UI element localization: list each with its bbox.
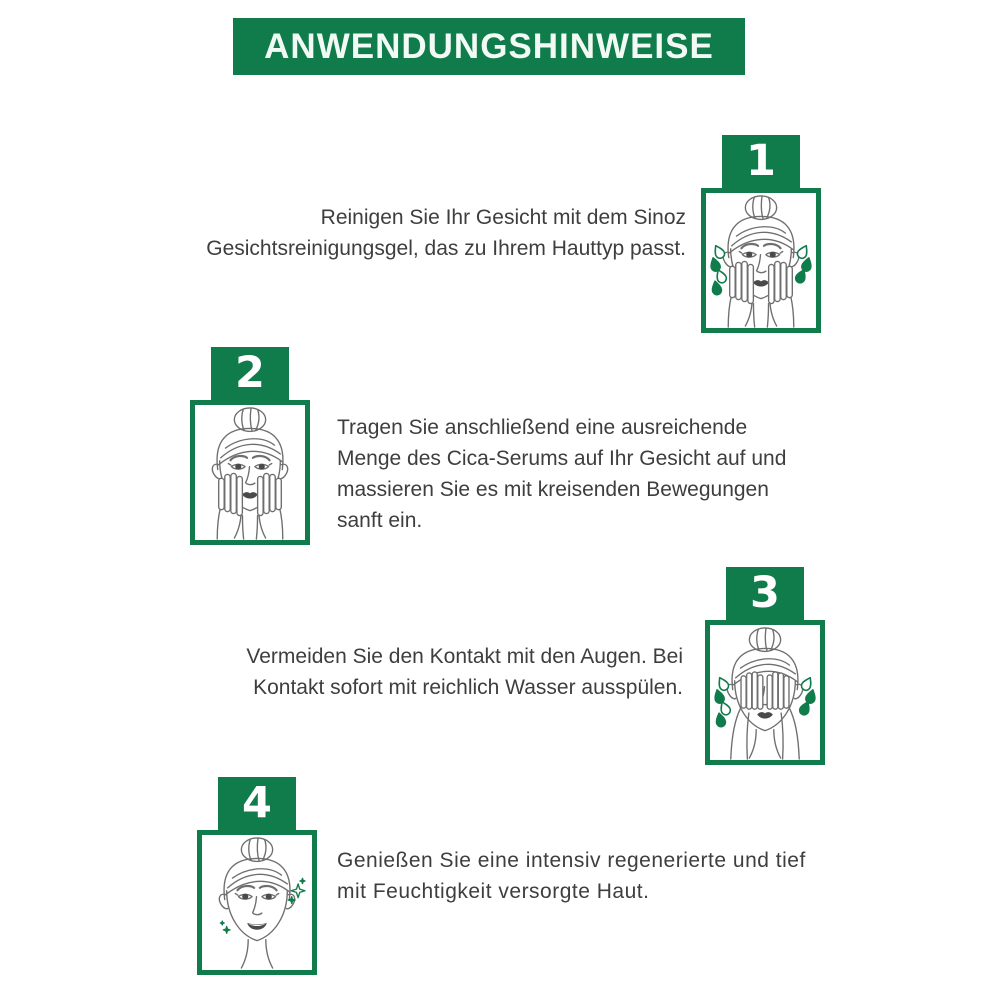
step-2-number: 2 [235, 348, 265, 398]
step-3-illustration-box [705, 620, 825, 765]
step-1-number-badge [722, 135, 800, 188]
step-1-figure [701, 135, 821, 333]
face-eyes-covered-droplets-icon [710, 625, 820, 760]
page-title: ANWENDUNGSHINWEISE [264, 26, 714, 66]
step-4-figure [197, 777, 317, 975]
face-radiant-sparkles-icon [202, 835, 312, 970]
step-2-number-badge [211, 347, 289, 400]
step-1-number: 1 [746, 136, 776, 186]
step-4-illustration-box [197, 830, 317, 975]
step-1-illustration-box [701, 188, 821, 333]
step-4-text: Genießen Sie eine intensiv regenerierte und tief mit Feuchtigkeit versorgte Haut. [337, 849, 806, 903]
step-3-number: 3 [750, 568, 780, 618]
step-4-number-badge [218, 777, 296, 830]
step-3-text: Vermeiden Sie den Kontakt mit den Augen. Bei Kontakt sofort mit reichlich Wasser ausspülen. [246, 645, 683, 699]
title-banner [233, 18, 745, 75]
face-massaging-hands-icon [195, 405, 305, 540]
step-3-figure [705, 567, 825, 765]
step-4-number: 4 [242, 778, 272, 828]
face-cleansing-droplets-icon [706, 193, 816, 328]
step-2-figure [190, 347, 310, 545]
step-3-number-badge [726, 567, 804, 620]
step-2-illustration-box [190, 400, 310, 545]
step-1-text: Reinigen Sie Ihr Gesicht mit dem Sinoz Gesichtsreinigungsgel, das zu Ihrem Hauttyp passt. [206, 206, 686, 260]
step-2-text: Tragen Sie anschließend eine ausreichende Menge des Cica-Serums auf Ihr Gesicht auf und massieren Sie es mit kreisenden Bewegungen sanft ein. [337, 416, 787, 532]
